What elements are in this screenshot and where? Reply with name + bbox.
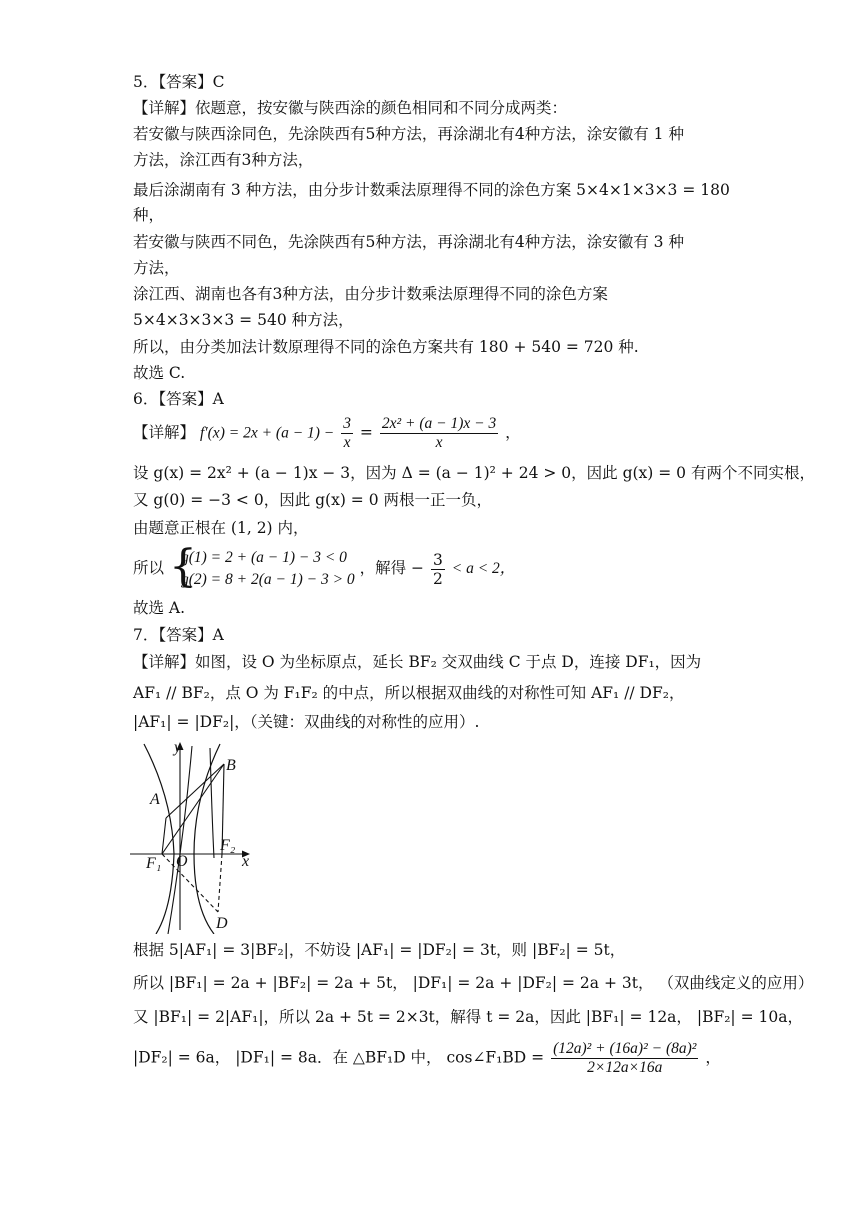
point-B-label: B	[226, 757, 236, 774]
q6-text-line: 设 g(x) = 2x² + (a − 1)x − 3，因为 Δ = (a − 1)² + 24 > 0，因此 g(x) = 0 有两个不同实根，	[133, 464, 815, 482]
q6-so-label: 所以	[133, 559, 165, 577]
point-F2-label: F₂	[220, 837, 236, 854]
q6-solution-end: < a < 2，	[451, 560, 516, 577]
point-D-label: D	[216, 915, 228, 932]
point-F1-label: F₁	[146, 855, 162, 872]
q6-derivative-expr: f′(x) = 2x + (a − 1) −	[199, 424, 335, 442]
system-row: g(1) = 2 + (a − 1) − 3 < 0	[180, 549, 347, 566]
segment-F1D	[162, 854, 218, 912]
q6-text-line: 故选 A.	[133, 599, 186, 617]
q7-text-line: 又 |BF₁| = 2|AF₁|，所以 2a + 5t = 2×3t，解得 t = 2a，因此 |BF₁| = 12a， |BF₂| = 10a，	[133, 1008, 803, 1026]
fraction-denominator: x	[435, 434, 443, 451]
q6-solution-text: ，解得 −	[359, 559, 425, 577]
segment-F2D	[218, 854, 222, 912]
brace-icon: {	[168, 541, 197, 592]
q6-fraction	[341, 415, 353, 452]
q7-text-line: AF₁ // BF₂，点 O 为 F₁F₂ 的中点，所以根据双曲线的对称性可知 AF₁ // DF₂，	[133, 684, 685, 702]
q7-cosine-line	[133, 1040, 721, 1077]
x-axis-label: x	[242, 853, 250, 870]
q5-text-line: 5×4×3×3×3 = 540 种方法，	[133, 311, 354, 329]
point-A-label: A	[150, 791, 160, 808]
q7-text-line: 【详解】如图，设 O 为坐标原点，延长 BF₂ 交双曲线 C 于点 D，连接 DF₁，因为	[133, 653, 702, 671]
q5-answer-heading: 5．【答案】C	[133, 73, 225, 91]
q5-text-line: 所以，由分类加法计数原理得不同的涂色方案共有 180 + 540 = 720 种.	[133, 338, 639, 356]
fraction-numerator: 3	[432, 550, 443, 569]
segment-AB	[166, 764, 224, 818]
fraction-numerator: (12a)² + (16a)² − (8a)²	[553, 1040, 697, 1057]
q6-answer-heading: 6．【答案】A	[133, 390, 224, 408]
q6-text-line: 由题意正根在 (1, 2) 内，	[133, 519, 309, 537]
q7-text-line: |AF₁| = |DF₂|，（关键：双曲线的对称性的应用）.	[133, 713, 480, 731]
q5-text-line: 方法，	[133, 259, 180, 277]
q7-cosine-prefix: |DF₂| = 6a， |DF₁| = 8a．在 △BF₁D 中， cos∠F₁BD =	[133, 1048, 545, 1067]
punctuation: ，	[705, 1048, 721, 1067]
origin-label: O	[176, 853, 188, 870]
q7-answer-heading: 7．【答案】A	[133, 626, 224, 644]
hyperbola-right-branch	[194, 744, 220, 934]
q5-text-line: 若安徽与陕西涂同色，先涂陕西有5种方法，再涂湖北有4种方法，涂安徽有 1 种	[133, 125, 684, 143]
q7-cosine-fraction	[551, 1040, 698, 1077]
inequality-system	[168, 541, 355, 592]
fraction-numerator: 2x² + (a − 1)x − 3	[381, 415, 497, 432]
q5-text-line: 种，	[133, 206, 165, 224]
q5-text-line: 方法，涂江西有3种方法，	[133, 151, 314, 169]
q5-text-line: 最后涂湖南有 3 种方法，由分步计数乘法原理得不同的涂色方案 5×4×1×3×3 = 180	[133, 181, 730, 199]
fraction-denominator: 2	[432, 569, 443, 588]
q6-derivative-line	[133, 415, 521, 452]
q7-text-line: 根据 5|AF₁| = 3|BF₂|，不妨设 |AF₁| = |DF₂| = 3t，则 |BF₂| = 5t，	[133, 941, 626, 959]
fraction-numerator: 3	[343, 415, 351, 432]
punctuation: ，	[505, 423, 521, 442]
hyperbola-left-branch	[144, 744, 174, 934]
fraction-denominator: x	[343, 434, 351, 451]
q6-text-line: 又 g(0) = −3 < 0，因此 g(x) = 0 两根一正一负，	[133, 491, 493, 509]
q5-text-line: 故选 C.	[133, 364, 186, 382]
hyperbola-figure	[128, 738, 268, 934]
q6-fraction	[380, 415, 498, 452]
q5-text-line: 涂江西、湖南也各有3种方法，由分步计数乘法原理得不同的涂色方案	[133, 285, 608, 303]
segment-BF1	[162, 764, 224, 854]
q6-fraction	[431, 551, 445, 588]
fraction-denominator: 2×12a×16a	[587, 1059, 663, 1076]
y-axis-label: y	[174, 739, 182, 756]
q6-detail-label: 【详解】	[133, 423, 196, 442]
system-row: g(2) = 8 + 2(a − 1) − 3 > 0	[180, 571, 355, 588]
q5-text-line: 【详解】依题意，按安徽与陕西涂的颜色相同和不同分成两类：	[133, 99, 568, 117]
asymptote-curve	[210, 748, 214, 858]
q5-text-line: 若安徽与陕西不同色，先涂陕西有5种方法，再涂湖北有4种方法，涂安徽有 3 种	[133, 233, 684, 251]
q6-system-line	[133, 541, 516, 592]
equals-sign: =	[359, 423, 373, 442]
q7-text-line: 所以 |BF₁| = 2a + |BF₂| = 2a + 5t， |DF₁| = 2a + |DF₂| = 2a + 3t， （双曲线定义的应用）	[133, 974, 814, 992]
